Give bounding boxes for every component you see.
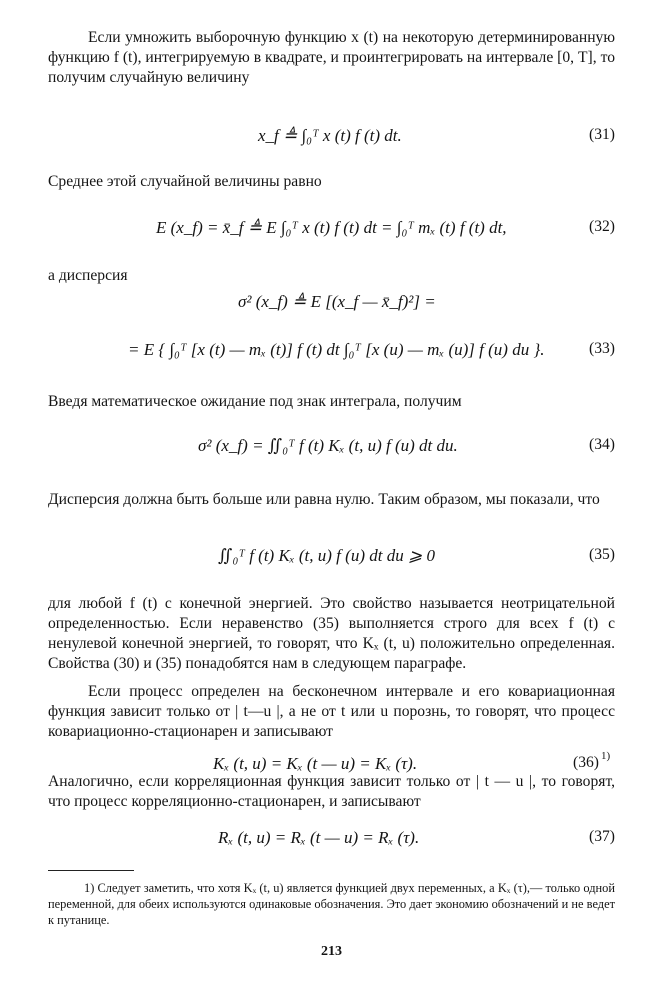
equation-32-body: E (x_f) = x̄_f ≜ E ∫₀ᵀ x (t) f (t) dt = ∫₀ᵀ mₓ (t) f (t) dt, (156, 218, 507, 237)
page-number: 213 (321, 944, 342, 959)
equation-37 (48, 822, 615, 862)
equation-32-number: (32) (589, 218, 615, 235)
equation-34-body: σ² (x_f) = ∬₀ᵀ f (t) Kₓ (t, u) f (u) dt du. (198, 436, 458, 455)
paragraph-variance: а дисперсия (48, 267, 128, 284)
paragraph-nonnegative: Дисперсия должна быть больше или равна нулю. Таким образом, мы показали, что (48, 491, 600, 508)
equation-35 (48, 540, 615, 580)
equation-31 (48, 120, 615, 160)
equation-36-footnote-mark: 1) (601, 750, 611, 762)
equation-35-body: ∬₀ᵀ f (t) Kₓ (t, u) f (u) dt du ⩾ 0 (218, 546, 435, 565)
footnote: 1) Следует заметить, что хотя Kₓ (t, u) является функцией двух переменных, а Kₓ (τ),— только одной переменной, для обеих используются одинаковые обозначения. Это дает экономию обозначений и не ведет к путанице. (48, 881, 615, 927)
equation-33-line2-body: = E { ∫₀ᵀ [x (t) — mₓ (t)] f (t) dt ∫₀ᵀ [x (u) — mₓ (u)] f (u) du }. (128, 340, 545, 359)
footnote-divider (48, 870, 134, 871)
equation-33-line1 (48, 286, 615, 326)
paragraph-mean: Среднее этой случайной величины равно (48, 173, 322, 190)
equation-32 (48, 212, 615, 252)
equation-33-line1-body: σ² (x_f) ≜ E [(x_f — x̄_f)²] = (238, 292, 436, 311)
paragraph-expectation: Введя математическое ожидание под знак интеграла, получим (48, 393, 462, 410)
equation-34-number: (34) (589, 436, 615, 453)
equation-31-number: (31) (589, 126, 615, 143)
equation-36-body: Kₓ (t, u) = Kₓ (t — u) = Kₓ (τ). (213, 754, 418, 773)
equation-31-body: x_f ≜ ∫₀ᵀ x (t) f (t) dt. (258, 126, 402, 145)
paragraph-correlation-stationary: Аналогично, если корреляционная функция зависит только от | t — u |, то говорят, что процесс корреляционно-стационарен, и записывают (48, 773, 615, 810)
equation-37-number: (37) (589, 828, 615, 845)
equation-36-number: (36) (573, 754, 599, 771)
equation-34 (48, 430, 615, 470)
equation-33-number: (33) (589, 340, 615, 357)
equation-35-number: (35) (589, 546, 615, 563)
paragraph-covariance-stationary: Если процесс определен на бесконечном интервале и его ковариационная функция зависит только от | t—u |, а не от t или u порознь, то говорят, что процесс ковариационно-стационарен и записывают (48, 683, 615, 740)
paragraph-definiteness: для любой f (t) с конечной энергией. Это свойство называется неотрицательной определенностью. Если неравенство (35) выполняется строго для всех f (t) с ненулевой конечной энергией, то говорят, что Kₓ (t, u) положительно определенная. Свойства (30) и (35) понадобятся нам в следующем параграфе. (48, 595, 615, 672)
paragraph-intro: Если умножить выборочную функцию x (t) на некоторую детерминированную функцию f (t), интегрируемую в квадрате, и проинтегрировать на интервале [0, T], то получим случайную величину (48, 29, 615, 86)
equation-37-body: Rₓ (t, u) = Rₓ (t — u) = Rₓ (τ). (218, 828, 420, 847)
equation-33-line2 (48, 334, 615, 374)
